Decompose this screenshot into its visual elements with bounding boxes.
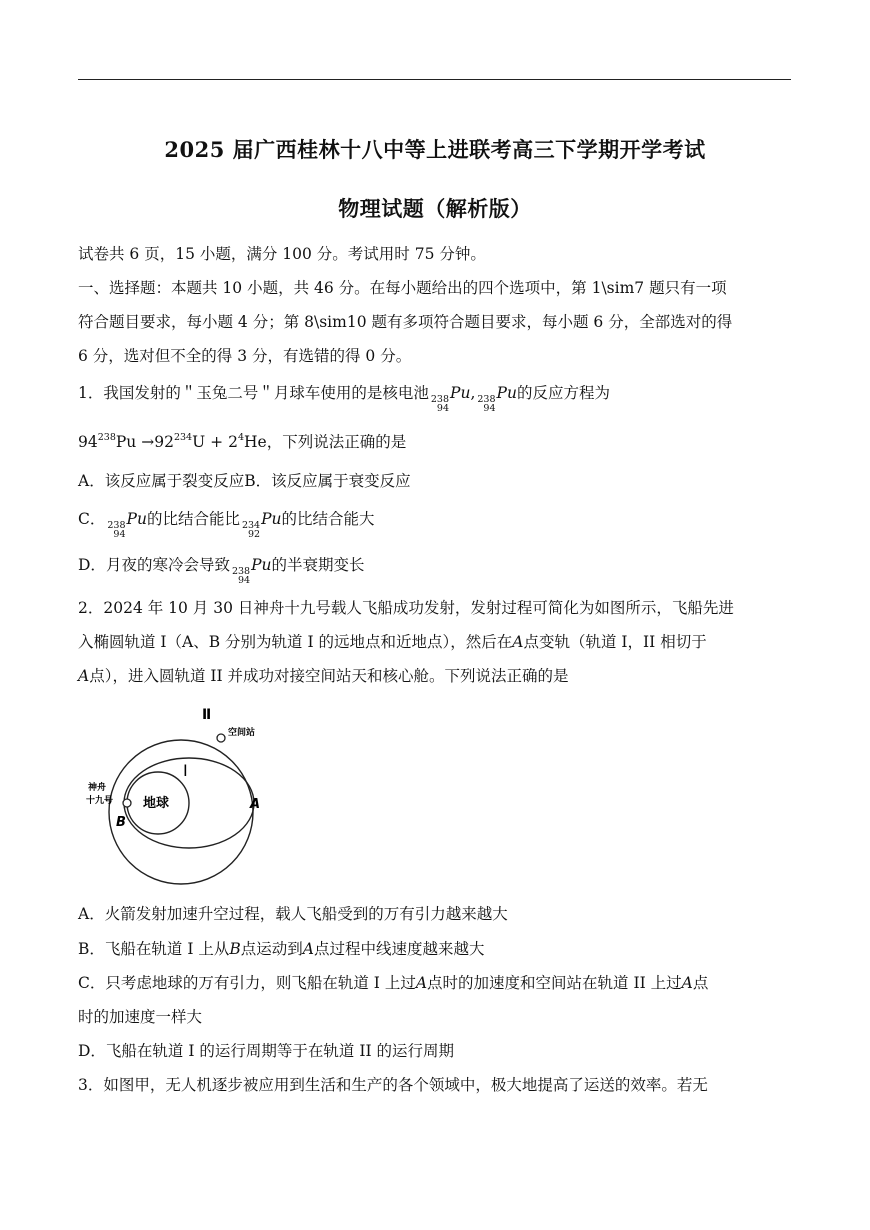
nuclide-pu238-a: 238 94 — [430, 394, 450, 414]
point-b-label: B — [116, 815, 126, 830]
section-instructions-line-1: 一、选择题：本题共 10 小题，共 46 分。在每小题给出的四个选项中，第 1\sim7 题只有一项 — [78, 279, 727, 297]
q2-option-c-line-2: 时的加速度一样大 — [78, 1008, 203, 1026]
section-instructions-line-2: 符合题目要求，每小题 4 分；第 8\sim10 题有多项符合题目要求，每小题 6 分，全部选对的得 — [78, 313, 733, 331]
q1-options-ab: A．该反应属于裂变反应B．该反应属于衰变反应 — [78, 472, 411, 490]
space-station-label: 空间站 — [228, 728, 256, 738]
q2-stem-line-3: A点），进入圆轨道 II 并成功对接空间站天和核心舱。下列说法正确的是 — [78, 667, 569, 685]
q2-option-b: B．飞船在轨道 I 上从B点运动到A点过程中线速度越来越大 — [78, 940, 485, 958]
q1-stem: 1．我国发射的＂玉兔二号＂月球车使用的是核电池 238 94 Pu, 238 94 Pu的反应方程为 — [78, 384, 610, 414]
point-a-label: A — [250, 797, 261, 812]
section-instructions-line-3: 6 分，选对但不全的得 3 分，有选错的得 0 分。 — [78, 347, 412, 365]
q1-option-d: D．月夜的寒冷会导致 238 94 Pu的半衰期变长 — [78, 556, 365, 586]
orbit-diagram — [78, 700, 283, 885]
orbit-ii-circle — [109, 740, 253, 884]
q1-option-c: C． 238 94 Pu的比结合能比 234 92 Pu的比结合能大 — [78, 510, 375, 540]
q3-stem-line-1: 3．如图甲，无人机逐步被应用到生活和生产的各个领域中，极大地提高了运送的效率。若无 — [78, 1076, 708, 1094]
page-subtitle: 物理试题（解析版） — [338, 196, 532, 221]
q1-option-b: 该反应属于衰变反应 — [271, 472, 411, 490]
q1-reaction-equation: $94^{238}Pu \to 92^{234}U + 2^4He$，下列说法正确的是 — [78, 432, 407, 451]
q2-option-c-line-1: C．只考虑地球的万有引力，则飞船在轨道 I 上过A点时的加速度和空间站在轨道 II 上过A点 — [78, 974, 709, 992]
nuclide-pu238-b: 238 94 — [477, 394, 496, 414]
q1-stem-text: 1．我国发射的＂玉兔二号＂月球车使用的是核电池 — [78, 384, 429, 402]
q1-option-a: 该反应属于裂变反应 — [104, 472, 245, 490]
q2-stem-line-1: 2．2024 年 10 月 30 日神舟十九号载人飞船成功发射，发射过程可简化为如图所示，飞船先进 — [78, 599, 734, 617]
orbit-ii-label: Ⅱ — [202, 707, 212, 723]
top-rule — [78, 79, 791, 80]
q2-stem-line-2: 入椭圆轨道 I（A、B 分别为轨道 I 的远地点和近地点），然后在A点变轨（轨道 I，II 相切于 — [78, 633, 707, 651]
q2-option-d: D．飞船在轨道 I 的运行周期等于在轨道 II 的运行周期 — [78, 1042, 455, 1060]
spacecraft-marker — [123, 799, 131, 807]
spacecraft-label-1: 神舟 — [88, 783, 107, 793]
page-title: 2025 届广西桂林十八中等上进联考高三下学期开学考试 — [164, 137, 706, 162]
exam-intro: 试卷共 6 页，15 小题，满分 100 分。考试用时 75 分钟。 — [78, 245, 486, 263]
spacecraft-label-2: 十九号 — [86, 796, 114, 806]
space-station-marker — [217, 734, 225, 742]
orbit-i-label: Ⅰ — [183, 761, 188, 780]
earth-label: 地球 — [143, 796, 170, 811]
q2-option-a: A．火箭发射加速升空过程，载人飞船受到的万有引力越来越大 — [78, 905, 508, 923]
